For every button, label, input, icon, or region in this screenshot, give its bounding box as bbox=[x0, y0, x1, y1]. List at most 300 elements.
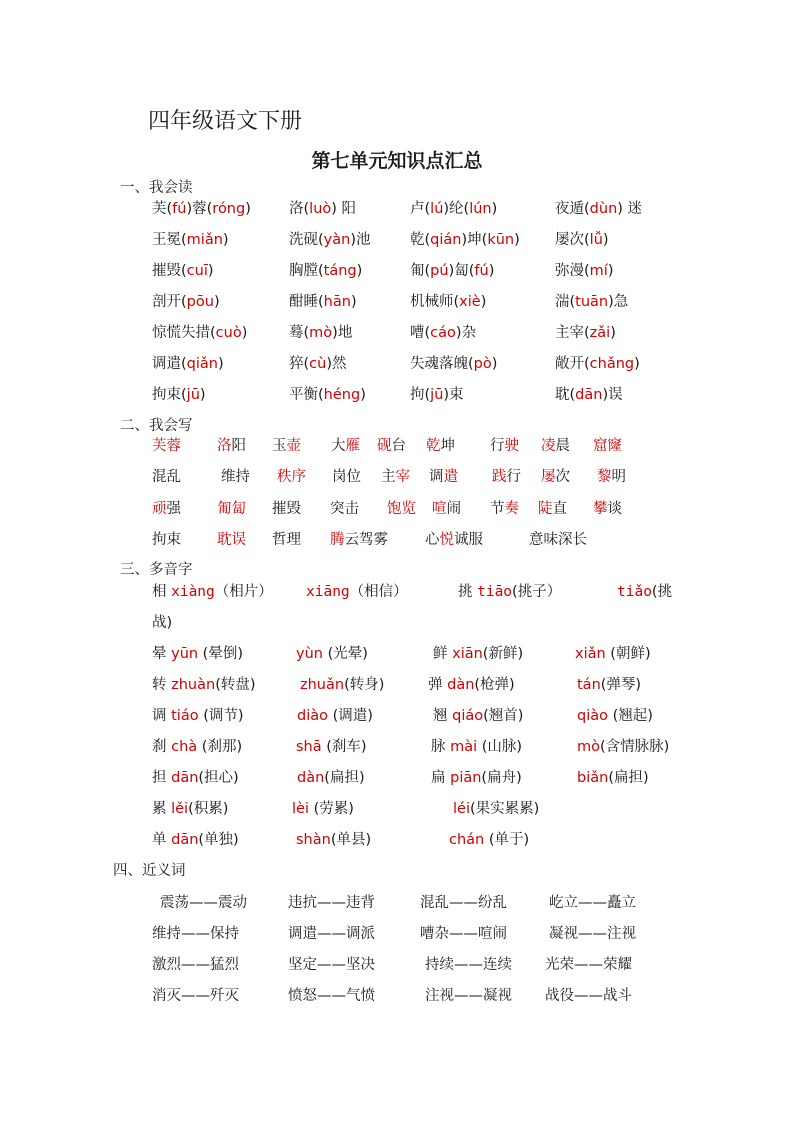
poly-text: 翘 bbox=[433, 708, 453, 724]
poly-item bbox=[152, 735, 242, 756]
poly-text: (扁担) bbox=[608, 770, 649, 786]
poly-highlight: lèi bbox=[292, 801, 309, 817]
read-item bbox=[555, 321, 616, 342]
read-text: 乾( bbox=[410, 232, 431, 248]
read-text: 胸膛( bbox=[289, 263, 324, 279]
read-highlight: róng bbox=[212, 201, 246, 217]
write-text: 台 bbox=[391, 438, 406, 454]
poly-highlight: xiǎn bbox=[575, 646, 606, 662]
read-text: 猝( bbox=[289, 356, 310, 372]
write-text: 拘束 bbox=[152, 532, 181, 548]
read-item bbox=[410, 197, 497, 218]
poly-text: (劳累) bbox=[308, 801, 354, 817]
read-row bbox=[0, 383, 794, 407]
write-text: 主 bbox=[381, 469, 396, 485]
poly-item bbox=[152, 797, 228, 818]
read-item bbox=[289, 259, 362, 280]
poly-item bbox=[431, 766, 522, 787]
poly-highlight: zhuǎn bbox=[300, 677, 345, 693]
write-text: 闹 bbox=[446, 501, 461, 517]
read-text: )杂 bbox=[455, 325, 477, 341]
read-text: )然 bbox=[326, 356, 347, 372]
read-text: 摧毁( bbox=[152, 263, 187, 279]
poly-highlight: xiān bbox=[452, 646, 483, 662]
write-text: 谈 bbox=[607, 501, 622, 517]
synonym-item: 嘈杂——喧闹 bbox=[420, 926, 507, 942]
read-item bbox=[289, 383, 366, 404]
synonym-item: 调遣——调派 bbox=[288, 926, 375, 942]
read-highlight: mò bbox=[309, 325, 333, 341]
write-row bbox=[0, 528, 794, 552]
read-highlight: cù bbox=[309, 356, 327, 372]
poly-text: (转盘) bbox=[215, 677, 256, 693]
read-highlight: hān bbox=[323, 294, 351, 310]
poly-text: (弹琴) bbox=[600, 677, 642, 693]
write-item bbox=[490, 434, 519, 455]
read-highlight: chǎng bbox=[589, 356, 635, 372]
read-text: 主宰( bbox=[555, 325, 590, 341]
synonym-item: 维持——保持 bbox=[152, 926, 239, 942]
read-text: 弥漫( bbox=[555, 263, 590, 279]
synonym-item: 注视——凝视 bbox=[425, 988, 512, 1004]
write-highlight: 屡 bbox=[541, 469, 556, 485]
write-item bbox=[426, 434, 455, 455]
synonym-item: 消灭——歼灭 bbox=[152, 988, 239, 1004]
read-text: ) bbox=[241, 325, 248, 341]
read-highlight: qiǎn bbox=[186, 356, 218, 372]
read-text: )池 bbox=[350, 232, 371, 248]
read-text: 蓦( bbox=[289, 325, 310, 341]
read-text: 机械师( bbox=[410, 294, 460, 310]
poly-text: (朝鲜) bbox=[605, 646, 651, 662]
write-highlight: 凌 bbox=[541, 438, 556, 454]
poly-item bbox=[577, 673, 641, 694]
poly-highlight: yùn bbox=[296, 646, 323, 662]
poly-text: (挑 bbox=[651, 584, 673, 600]
synonym-row bbox=[0, 953, 794, 977]
read-highlight: cuī bbox=[186, 263, 208, 279]
write-text: 坤 bbox=[440, 438, 455, 454]
poly-text: (积累) bbox=[188, 801, 229, 817]
read-text: ) bbox=[491, 356, 498, 372]
write-text: 明 bbox=[611, 469, 626, 485]
write-item bbox=[152, 434, 181, 455]
read-text: 平衡( bbox=[289, 387, 324, 403]
read-text: ) bbox=[514, 232, 520, 248]
write-highlight: 攀 bbox=[593, 501, 608, 517]
poly-text: (转身) bbox=[344, 677, 385, 693]
read-text: 剖开( bbox=[152, 294, 187, 310]
read-text: 嘈( bbox=[410, 325, 431, 341]
write-item bbox=[272, 528, 301, 549]
poly-item bbox=[152, 766, 239, 787]
write-item bbox=[425, 528, 483, 549]
poly-text: 累 bbox=[152, 801, 172, 817]
read-item bbox=[555, 383, 623, 404]
read-text: ) bbox=[199, 387, 206, 403]
write-item bbox=[593, 434, 622, 455]
poly-item bbox=[152, 611, 172, 632]
read-text: ) bbox=[217, 356, 224, 372]
poly-item bbox=[297, 704, 373, 725]
poly-text: （相片） bbox=[214, 584, 273, 600]
write-highlight: 喧 bbox=[432, 501, 447, 517]
poly-text: (调节) bbox=[198, 708, 244, 724]
read-highlight: xiè bbox=[459, 294, 481, 310]
read-highlight: fú bbox=[474, 263, 489, 279]
read-item bbox=[152, 352, 224, 373]
read-highlight: pōu bbox=[186, 294, 214, 310]
poly-row bbox=[0, 797, 794, 821]
write-item bbox=[217, 528, 246, 549]
synonym-item: 凝视——注视 bbox=[549, 926, 636, 942]
read-row bbox=[0, 197, 794, 221]
poly-text: (山脉) bbox=[477, 739, 523, 755]
read-text: 调遣( bbox=[152, 356, 187, 372]
write-item bbox=[221, 465, 250, 486]
poly-item bbox=[577, 735, 669, 756]
read-highlight: cáo bbox=[430, 325, 456, 341]
poly-text: 担 bbox=[152, 770, 172, 786]
read-item bbox=[555, 290, 628, 311]
write-item bbox=[538, 497, 567, 518]
poly-highlight: qiào bbox=[577, 708, 608, 724]
read-text: ) bbox=[607, 263, 614, 279]
read-item bbox=[410, 383, 464, 404]
read-text: ) bbox=[360, 387, 366, 403]
read-text: ) bbox=[480, 294, 487, 310]
synonym-item: 混乱——纷乱 bbox=[420, 895, 507, 911]
read-highlight: pò bbox=[473, 356, 492, 372]
synonym-item: 愤怒——气愤 bbox=[288, 988, 375, 1004]
poly-highlight: shā bbox=[296, 739, 322, 755]
write-item bbox=[541, 465, 570, 486]
poly-text: 调 bbox=[152, 708, 172, 724]
read-item bbox=[152, 290, 220, 311]
write-highlight: 驶 bbox=[504, 438, 519, 454]
read-item bbox=[410, 259, 494, 280]
write-item bbox=[377, 434, 406, 455]
section-heading-write: 二、我会写 bbox=[120, 418, 193, 434]
read-text: 匍( bbox=[410, 263, 431, 279]
write-item bbox=[541, 434, 570, 455]
read-item bbox=[289, 197, 356, 218]
write-text: 岗位 bbox=[332, 469, 361, 485]
grade-title: 四年级语文下册 bbox=[148, 109, 303, 134]
poly-text: (光晕) bbox=[322, 646, 368, 662]
poly-item bbox=[152, 704, 244, 725]
read-item bbox=[152, 228, 229, 249]
read-text: ) bbox=[602, 232, 609, 248]
write-text: 混乱 bbox=[152, 469, 181, 485]
read-text: ) bbox=[356, 263, 363, 279]
poly-item bbox=[575, 642, 651, 663]
synonym-item: 震荡——震动 bbox=[160, 895, 247, 911]
read-text: ) bbox=[634, 356, 640, 372]
read-item bbox=[555, 259, 614, 280]
poly-highlight: yūn bbox=[171, 646, 199, 662]
poly-item bbox=[296, 828, 371, 849]
write-highlight: 黎 bbox=[597, 469, 612, 485]
read-item bbox=[555, 228, 609, 249]
read-highlight: kūn bbox=[487, 232, 515, 248]
read-text: 王冕( bbox=[152, 232, 187, 248]
poly-highlight: tiáo bbox=[171, 708, 199, 724]
poly-highlight: qiáo bbox=[452, 708, 484, 724]
read-row bbox=[0, 259, 794, 283]
write-text: 维持 bbox=[221, 469, 250, 485]
write-item bbox=[330, 528, 388, 549]
write-highlight: 秩序 bbox=[277, 469, 306, 485]
read-text: 失魂落魄( bbox=[410, 356, 474, 372]
write-highlight: 饱览 bbox=[387, 501, 416, 517]
write-text: 阳 bbox=[231, 438, 246, 454]
poly-highlight: diào bbox=[297, 708, 328, 724]
poly-text: 脉 bbox=[431, 739, 451, 755]
write-highlight: 悦 bbox=[439, 532, 454, 548]
write-text: 晨 bbox=[555, 438, 570, 454]
read-row bbox=[0, 290, 794, 314]
poly-item bbox=[297, 766, 365, 787]
write-item bbox=[152, 528, 181, 549]
poly-item bbox=[453, 797, 539, 818]
read-text: 拘( bbox=[410, 387, 431, 403]
section-heading-polyphone: 三、多音字 bbox=[120, 562, 193, 578]
synonym-item: 违抗——违背 bbox=[288, 895, 375, 911]
write-text: 行 bbox=[490, 438, 505, 454]
read-row bbox=[0, 228, 794, 252]
poly-item bbox=[617, 580, 672, 601]
write-highlight: 壶 bbox=[286, 438, 301, 454]
read-text: 夜遁( bbox=[555, 201, 590, 217]
poly-row bbox=[0, 766, 794, 790]
read-text: ) 阳 bbox=[331, 201, 357, 217]
write-text: 哲理 bbox=[272, 532, 301, 548]
read-text: 洛( bbox=[289, 201, 310, 217]
read-highlight: fú bbox=[172, 201, 187, 217]
read-item bbox=[555, 197, 642, 218]
read-text: ) bbox=[350, 294, 357, 310]
read-text: 拘束( bbox=[152, 387, 187, 403]
poly-highlight: tiǎo bbox=[617, 584, 652, 600]
poly-highlight: xiāng bbox=[306, 584, 350, 600]
read-item bbox=[152, 259, 214, 280]
write-item bbox=[432, 497, 461, 518]
poly-item bbox=[577, 704, 653, 725]
poly-text: (扁担) bbox=[324, 770, 365, 786]
poly-item bbox=[300, 673, 384, 694]
read-text: 湍( bbox=[555, 294, 576, 310]
read-row bbox=[0, 352, 794, 376]
synonym-item: 屹立——矗立 bbox=[549, 895, 636, 911]
read-highlight: mí bbox=[589, 263, 608, 279]
write-text: 强 bbox=[166, 501, 181, 517]
read-highlight: héng bbox=[323, 387, 361, 403]
read-highlight: lú bbox=[430, 201, 444, 217]
poly-text: 晕 bbox=[152, 646, 172, 662]
poly-row bbox=[0, 828, 794, 852]
read-item bbox=[289, 228, 371, 249]
poly-text: 战) bbox=[152, 615, 173, 631]
synonym-item: 坚定——坚决 bbox=[288, 957, 375, 973]
write-item bbox=[152, 465, 181, 486]
poly-item bbox=[433, 642, 523, 663]
read-text: ) bbox=[222, 232, 229, 248]
write-item bbox=[152, 497, 181, 518]
write-highlight: 腾 bbox=[330, 532, 345, 548]
write-item bbox=[331, 434, 360, 455]
read-text: 耽( bbox=[555, 387, 576, 403]
read-text: 酣睡( bbox=[289, 294, 324, 310]
poly-highlight: dàn bbox=[447, 677, 475, 693]
write-highlight: 芙蓉 bbox=[152, 438, 181, 454]
write-item bbox=[217, 434, 246, 455]
read-highlight: dān bbox=[575, 387, 603, 403]
write-item bbox=[381, 465, 410, 486]
read-row bbox=[0, 321, 794, 345]
read-highlight: lún bbox=[469, 201, 492, 217]
poly-text: 扁 bbox=[431, 770, 451, 786]
write-highlight: 窟窿 bbox=[593, 438, 622, 454]
read-highlight: zǎi bbox=[589, 325, 611, 341]
read-item bbox=[152, 383, 206, 404]
read-highlight: tuān bbox=[575, 294, 609, 310]
poly-highlight: zhuàn bbox=[171, 677, 216, 693]
poly-row bbox=[0, 580, 794, 604]
write-text: 节 bbox=[490, 501, 505, 517]
read-item bbox=[289, 290, 357, 311]
read-text: 屡次( bbox=[555, 232, 590, 248]
write-text: 云驾雾 bbox=[344, 532, 388, 548]
write-text: 直 bbox=[552, 501, 567, 517]
read-highlight: jū bbox=[430, 387, 444, 403]
write-item bbox=[332, 465, 361, 486]
read-text: ) bbox=[610, 325, 616, 341]
poly-text: 弹 bbox=[428, 677, 448, 693]
read-text: ) bbox=[245, 201, 251, 217]
write-highlight: 顽 bbox=[152, 501, 167, 517]
read-item bbox=[410, 228, 520, 249]
read-text: )误 bbox=[602, 387, 623, 403]
poly-item bbox=[152, 828, 239, 849]
read-text: ) bbox=[488, 263, 495, 279]
unit-title: 第七单元知识点汇总 bbox=[311, 150, 483, 172]
poly-item bbox=[296, 642, 368, 663]
read-item bbox=[410, 352, 497, 373]
poly-highlight: mò bbox=[577, 739, 600, 755]
read-text: )纶( bbox=[443, 201, 470, 217]
read-highlight: táng bbox=[323, 263, 357, 279]
read-item bbox=[152, 321, 247, 342]
write-text: 调 bbox=[429, 469, 444, 485]
synonym-item: 激烈——猛烈 bbox=[152, 957, 239, 973]
synonym-item: 光荣——荣耀 bbox=[545, 957, 632, 973]
read-text: )匐( bbox=[448, 263, 475, 279]
write-text: 玉 bbox=[272, 438, 287, 454]
poly-highlight: xiàng bbox=[171, 584, 215, 600]
write-text: 诚服 bbox=[454, 532, 483, 548]
synonym-item: 战役——战斗 bbox=[545, 988, 632, 1004]
write-text: 突击 bbox=[330, 501, 359, 517]
poly-text: (单县) bbox=[330, 832, 372, 848]
read-item bbox=[289, 352, 347, 373]
read-item bbox=[410, 321, 476, 342]
poly-text: 相 bbox=[152, 584, 172, 600]
read-text: ) bbox=[491, 201, 498, 217]
write-text: 心 bbox=[425, 532, 440, 548]
poly-item bbox=[431, 735, 522, 756]
write-item bbox=[429, 465, 458, 486]
synonym-row bbox=[0, 922, 794, 946]
write-text: 次 bbox=[555, 469, 570, 485]
poly-text: 鲜 bbox=[433, 646, 453, 662]
read-item bbox=[555, 352, 640, 373]
poly-row bbox=[0, 642, 794, 666]
write-highlight: 砚 bbox=[377, 438, 392, 454]
poly-text: (新鲜) bbox=[482, 646, 524, 662]
poly-highlight: mài bbox=[450, 739, 478, 755]
poly-row bbox=[0, 704, 794, 728]
write-row bbox=[0, 465, 794, 489]
poly-text: 单 bbox=[152, 832, 172, 848]
poly-item bbox=[152, 580, 273, 601]
write-highlight: 雁 bbox=[345, 438, 360, 454]
write-item bbox=[387, 497, 416, 518]
read-text: 敞开( bbox=[555, 356, 590, 372]
write-item bbox=[593, 497, 622, 518]
write-text: 摧毁 bbox=[272, 501, 301, 517]
poly-highlight: dān bbox=[171, 770, 199, 786]
write-item bbox=[217, 497, 246, 518]
poly-highlight: piān bbox=[450, 770, 482, 786]
read-highlight: cuò bbox=[215, 325, 242, 341]
read-highlight: miǎn bbox=[186, 232, 223, 248]
write-highlight: 陡 bbox=[538, 501, 553, 517]
read-highlight: yàn bbox=[323, 232, 351, 248]
poly-text: (调遣) bbox=[328, 708, 373, 724]
poly-text: 转 bbox=[152, 677, 172, 693]
write-highlight: 乾 bbox=[426, 438, 441, 454]
write-text: 行 bbox=[506, 469, 521, 485]
read-text: )束 bbox=[443, 387, 464, 403]
poly-text: (翘起) bbox=[608, 708, 653, 724]
write-highlight: 匍匐 bbox=[217, 501, 246, 517]
poly-text: (单独) bbox=[198, 832, 239, 848]
poly-row bbox=[0, 611, 794, 635]
poly-highlight: shàn bbox=[296, 832, 331, 848]
poly-text: (枪弹) bbox=[474, 677, 515, 693]
read-item bbox=[289, 321, 352, 342]
poly-text: (含情脉脉) bbox=[600, 739, 670, 755]
poly-text: (担心) bbox=[198, 770, 239, 786]
poly-text: (晕倒) bbox=[198, 646, 244, 662]
poly-highlight: léi bbox=[453, 801, 470, 817]
poly-highlight: dàn bbox=[297, 770, 325, 786]
write-highlight: 耽误 bbox=[217, 532, 246, 548]
read-text: 洗砚( bbox=[289, 232, 324, 248]
poly-item bbox=[152, 642, 243, 663]
poly-highlight: chán bbox=[449, 832, 485, 848]
read-text: ) bbox=[213, 294, 220, 310]
write-text: 大 bbox=[331, 438, 346, 454]
poly-item bbox=[428, 673, 515, 694]
write-highlight: 践 bbox=[492, 469, 507, 485]
poly-text: 刹 bbox=[152, 739, 172, 755]
read-highlight: jū bbox=[186, 387, 200, 403]
poly-highlight: lěi bbox=[171, 801, 189, 817]
write-highlight: 遣 bbox=[443, 469, 458, 485]
write-item bbox=[492, 465, 521, 486]
